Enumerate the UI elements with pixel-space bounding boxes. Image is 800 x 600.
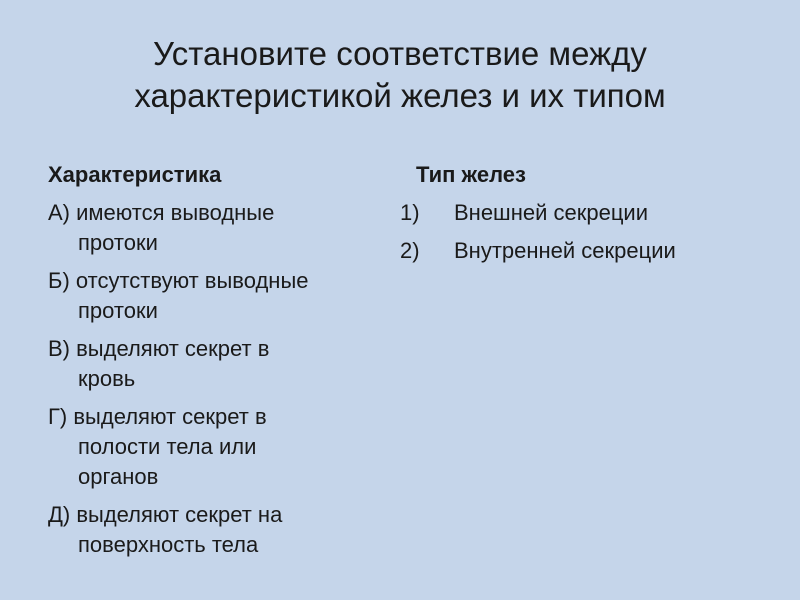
characteristic-line: Г) выделяют секрет в <box>48 404 267 429</box>
gland-type-item-1 <box>400 198 780 228</box>
characteristic-item-v <box>48 334 388 394</box>
characteristic-line: В) выделяют секрет в <box>48 336 270 361</box>
gland-types-header: Тип желез <box>416 162 526 187</box>
characteristic-item-a <box>48 198 388 258</box>
characteristic-line: кровь <box>78 366 136 391</box>
characteristic-line: Б) отсутствуют выводные <box>48 268 309 293</box>
characteristic-line: А) имеются выводные <box>48 200 275 225</box>
gland-type-label: Внешней секреции <box>454 200 649 225</box>
slide-title <box>40 33 760 117</box>
gland-type-number: 1) <box>400 200 420 225</box>
characteristic-item-d <box>48 500 388 560</box>
gland-type-number: 2) <box>400 238 420 263</box>
gland-types-column <box>400 160 780 274</box>
characteristic-line: протоки <box>78 298 158 323</box>
characteristics-column <box>48 160 388 568</box>
characteristic-line: поверхность тела <box>78 532 259 557</box>
characteristic-line: органов <box>78 464 159 489</box>
slide-title-line-1: Установите соответствие между <box>153 35 647 72</box>
characteristic-line: полости тела или <box>78 434 257 459</box>
gland-type-label: Внутренней секреции <box>454 238 676 263</box>
characteristic-item-b <box>48 266 388 326</box>
characteristic-line: протоки <box>78 230 158 255</box>
characteristic-line: Д) выделяют секрет на <box>48 502 283 527</box>
gland-type-item-2 <box>400 236 780 266</box>
characteristics-header: Характеристика <box>48 162 222 187</box>
slide-title-line-2: характеристикой желез и их типом <box>134 77 666 114</box>
characteristic-item-g <box>48 402 388 492</box>
